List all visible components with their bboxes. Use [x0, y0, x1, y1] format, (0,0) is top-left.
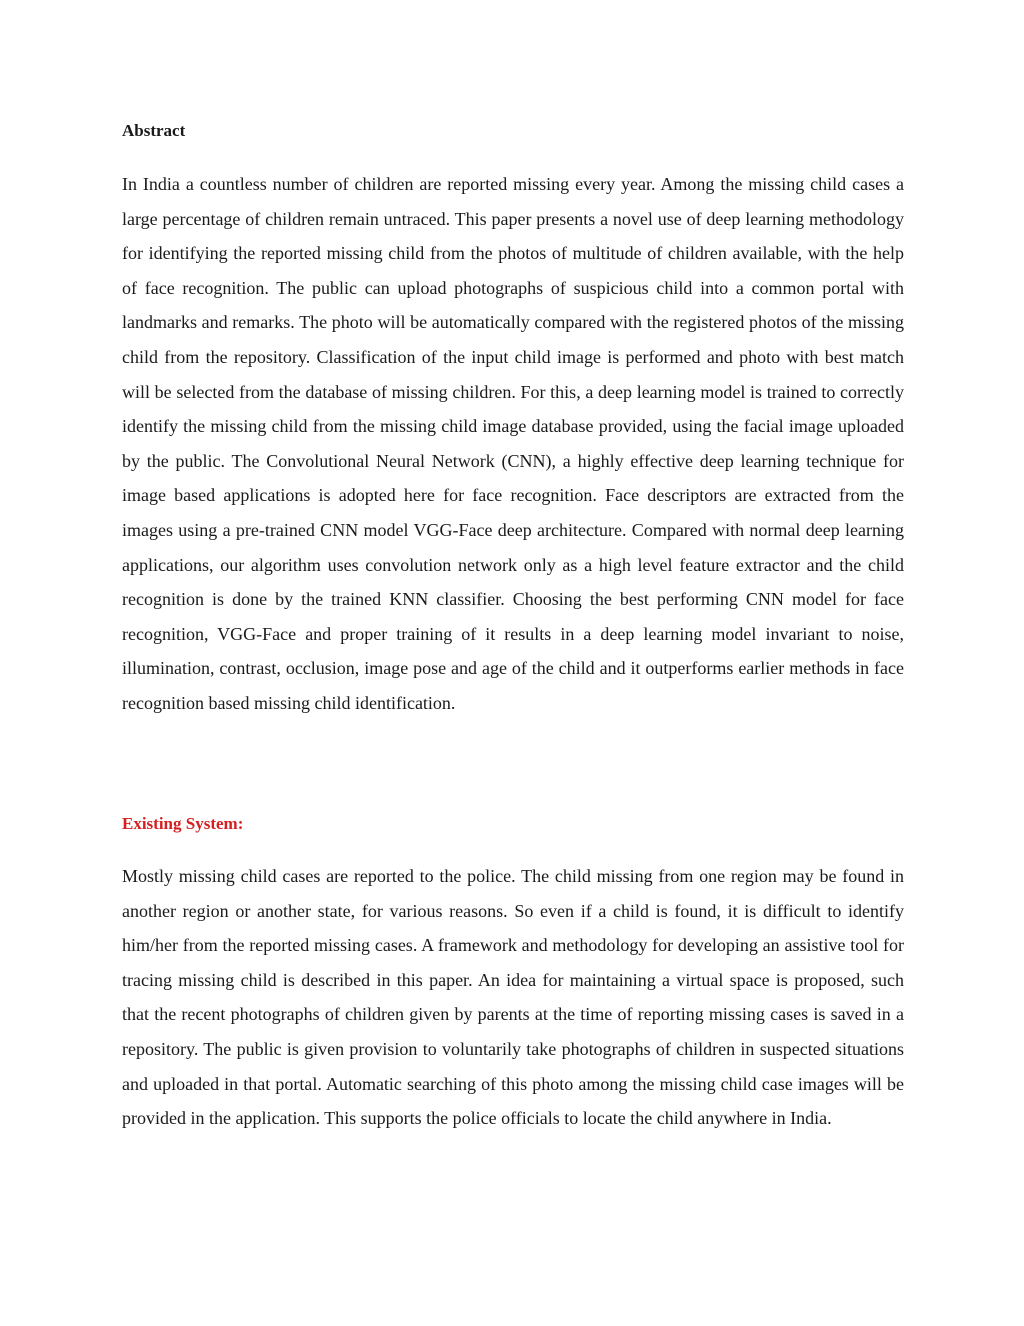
existing-system-heading: Existing System:	[122, 814, 244, 833]
abstract-paragraph: In India a countless number of children are reported missing every year. Among the missing child cases a large percentage of children remain untraced. This paper presents a novel use of deep learning methodology for identifying the reported missing child from the photos of multitude of children available, with the help of face recognition. The public can upload photographs of suspicious child into a common portal with landmarks and remarks. The photo will be automatically compared with the registered photos of the missing child from the repository. Classification of the input child image is performed and photo with best match will be selected from the database of missing children. For this, a deep learning model is trained to correctly identify the missing child from the missing child image database provided, using the facial image uploaded by the public. The Convolutional Neural Network (CNN), a highly effective deep learning technique for image based applications is adopted here for face recognition. Face descriptors are extracted from the images using a pre-trained CNN model VGG-Face deep architecture. Compared with normal deep learning applications, our algorithm uses convolution network only as a high level feature extractor and the child recognition is done by the trained KNN classifier. Choosing the best performing CNN model for face recognition, VGG-Face and proper training of it results in a deep learning model invariant to noise, illumination, contrast, occlusion, image pose and age of the child and it outperforms earlier methods in face recognition based missing child identification.	[122, 174, 904, 713]
abstract-heading: Abstract	[122, 121, 186, 140]
existing-system-paragraph: Mostly missing child cases are reported to the police. The child missing from one region may be found in another region or another state, for various reasons. So even if a child is found, it is difficult to identify him/her from the reported missing cases. A framework and methodology for developing an assistive tool for tracing missing child is described in this paper. An idea for maintaining a virtual space is proposed, such that the recent photographs of children given by parents at the time of reporting missing cases is saved in a repository. The public is given provision to voluntarily take photographs of children in suspected situations and uploaded in that portal. Automatic searching of this photo among the missing child case images will be provided in the application. This supports the police officials to locate the child anywhere in India.	[122, 866, 904, 1129]
